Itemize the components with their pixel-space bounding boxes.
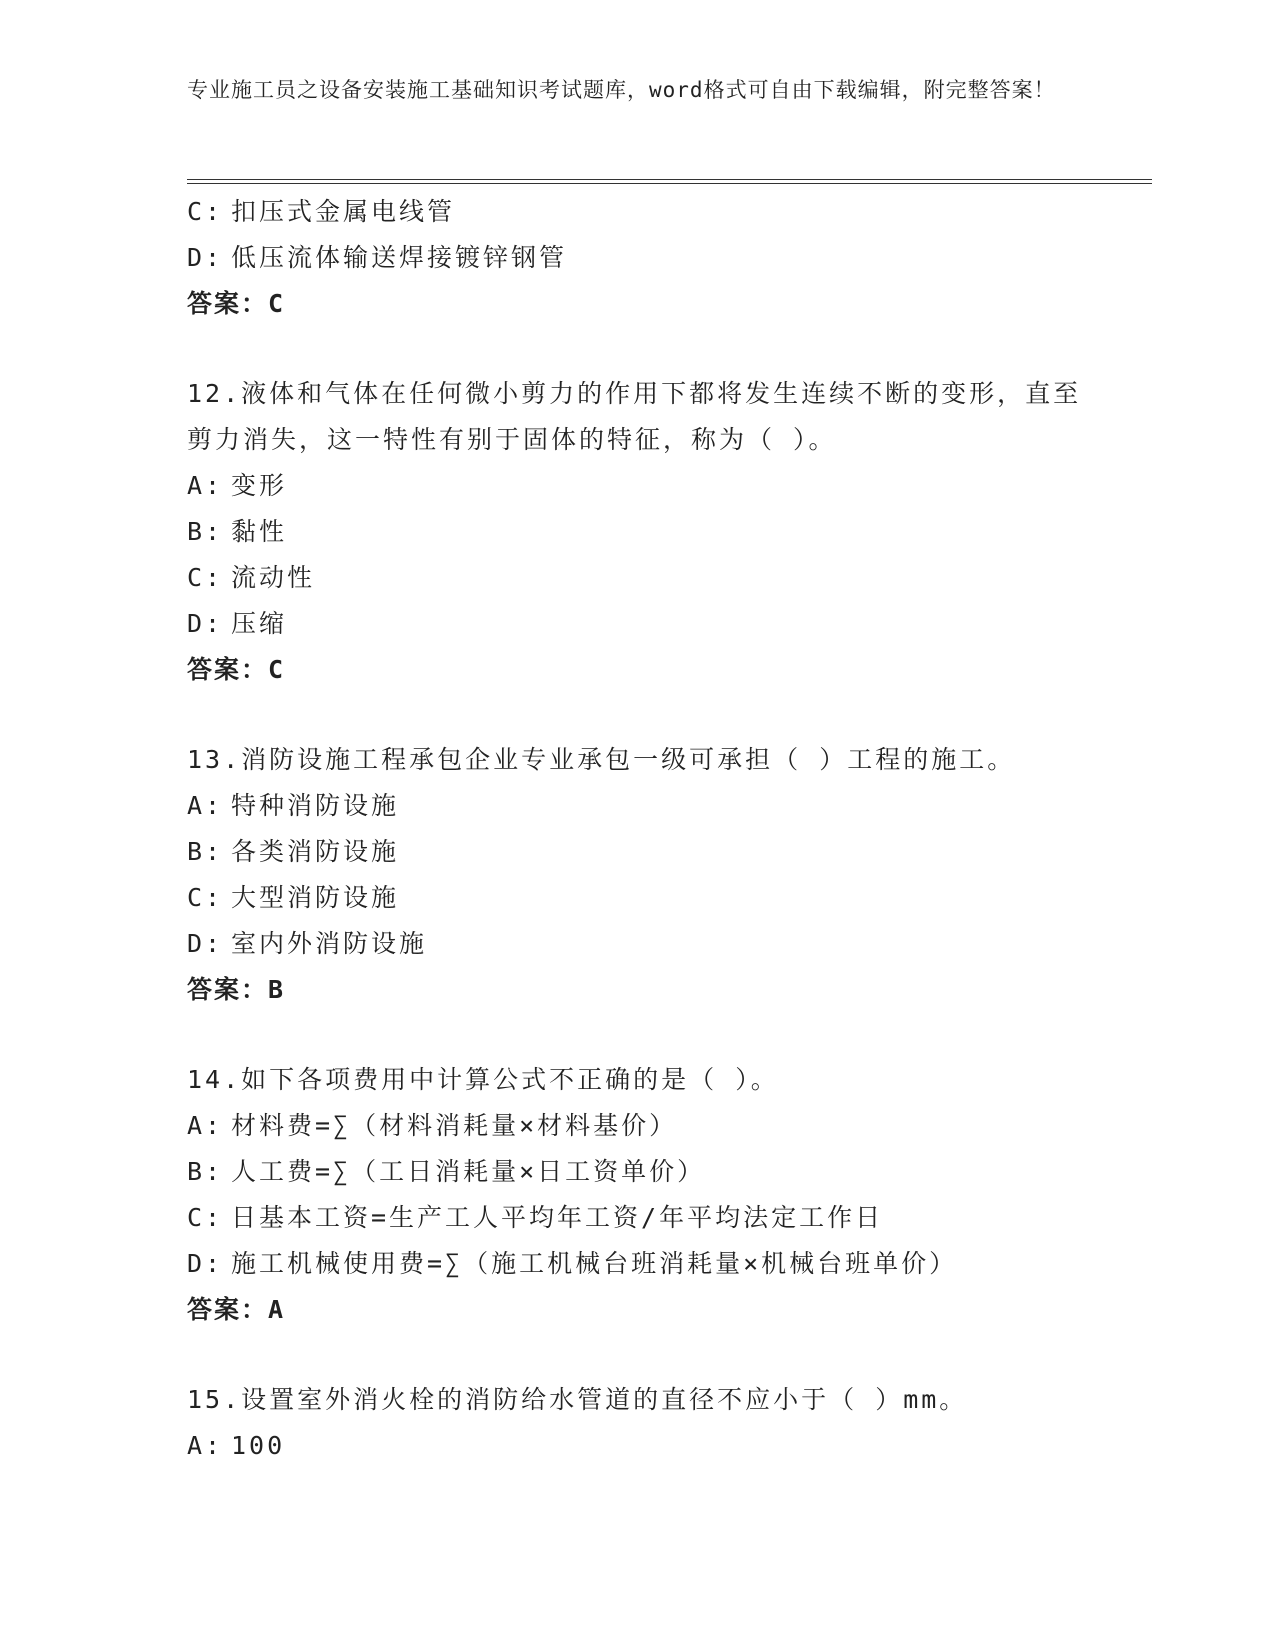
option-text: 施工机械使用费=∑（施工机械台班消耗量×机械台班单价） — [231, 1249, 958, 1278]
header-rule-top — [187, 179, 1152, 180]
option-text: 流动性 — [231, 563, 316, 592]
option-key: C: — [187, 1203, 224, 1232]
option-b — [187, 1149, 1087, 1195]
option-text: 大型消防设施 — [231, 883, 400, 912]
option-key: C: — [187, 563, 224, 592]
option-text: 特种消防设施 — [231, 791, 400, 820]
option-text: 室内外消防设施 — [231, 929, 428, 958]
header-rule-bottom — [187, 183, 1152, 184]
page-header: 专业施工员之设备安装施工基础知识考试题库，word格式可自由下载编辑，附完整答案！ — [187, 78, 1056, 102]
option-key: A: — [187, 791, 224, 820]
answer-line: 答案：A — [187, 1295, 286, 1324]
option-text: 日基本工资=生产工人平均年工资/年平均法定工作日 — [231, 1203, 884, 1232]
option-key: C: — [187, 197, 224, 226]
option-key: D: — [187, 609, 224, 638]
option-a — [187, 463, 1087, 509]
option-d — [187, 601, 1087, 647]
option-a — [187, 783, 1087, 829]
option-key: C: — [187, 883, 224, 912]
answer-line: 答案：C — [187, 289, 286, 318]
answer-line: 答案：B — [187, 975, 286, 1004]
option-key: D: — [187, 243, 224, 272]
option-text: 扣压式金属电线管 — [231, 197, 456, 226]
option-c — [187, 875, 1087, 921]
option-key: B: — [187, 1157, 224, 1186]
answer-line: 答案：C — [187, 655, 286, 684]
option-text: 各类消防设施 — [231, 837, 400, 866]
option-b — [187, 509, 1087, 555]
option-d — [187, 921, 1087, 967]
option-text: 人工费=∑（工日消耗量×日工资单价） — [231, 1157, 706, 1186]
option-c — [187, 189, 1087, 235]
option-key: D: — [187, 929, 224, 958]
option-a — [187, 1103, 1087, 1149]
option-key: A: — [187, 471, 224, 500]
option-key: D: — [187, 1249, 224, 1278]
question-text: 15.设置室外消火栓的消防给水管道的直径不应小于（ ）mm。 — [187, 1385, 968, 1414]
option-text: 变形 — [231, 471, 288, 500]
question-text: 13.消防设施工程承包企业专业承包一级可承担（ ）工程的施工。 — [187, 745, 1016, 774]
option-a — [187, 1423, 1087, 1469]
option-text: 100 — [231, 1431, 286, 1460]
option-b — [187, 829, 1087, 875]
option-text: 黏性 — [231, 517, 288, 546]
question-text: 12.液体和气体在任何微小剪力的作用下都将发生连续不断的变形，直至剪力消失，这一特性有别于固体的特征，称为（ ）。 — [187, 379, 1082, 454]
option-key: A: — [187, 1111, 224, 1140]
option-key: B: — [187, 517, 224, 546]
option-key: B: — [187, 837, 224, 866]
option-text: 材料费=∑（材料消耗量×材料基价） — [231, 1111, 678, 1140]
question-list — [187, 189, 1087, 1469]
option-d — [187, 1241, 1087, 1287]
option-c — [187, 1195, 1087, 1241]
question-text: 14.如下各项费用中计算公式不正确的是（ ）。 — [187, 1065, 779, 1094]
option-text: 压缩 — [231, 609, 288, 638]
option-key: A: — [187, 1431, 224, 1460]
option-c — [187, 555, 1087, 601]
option-d — [187, 235, 1087, 281]
option-text: 低压流体输送焊接镀锌钢管 — [231, 243, 568, 272]
